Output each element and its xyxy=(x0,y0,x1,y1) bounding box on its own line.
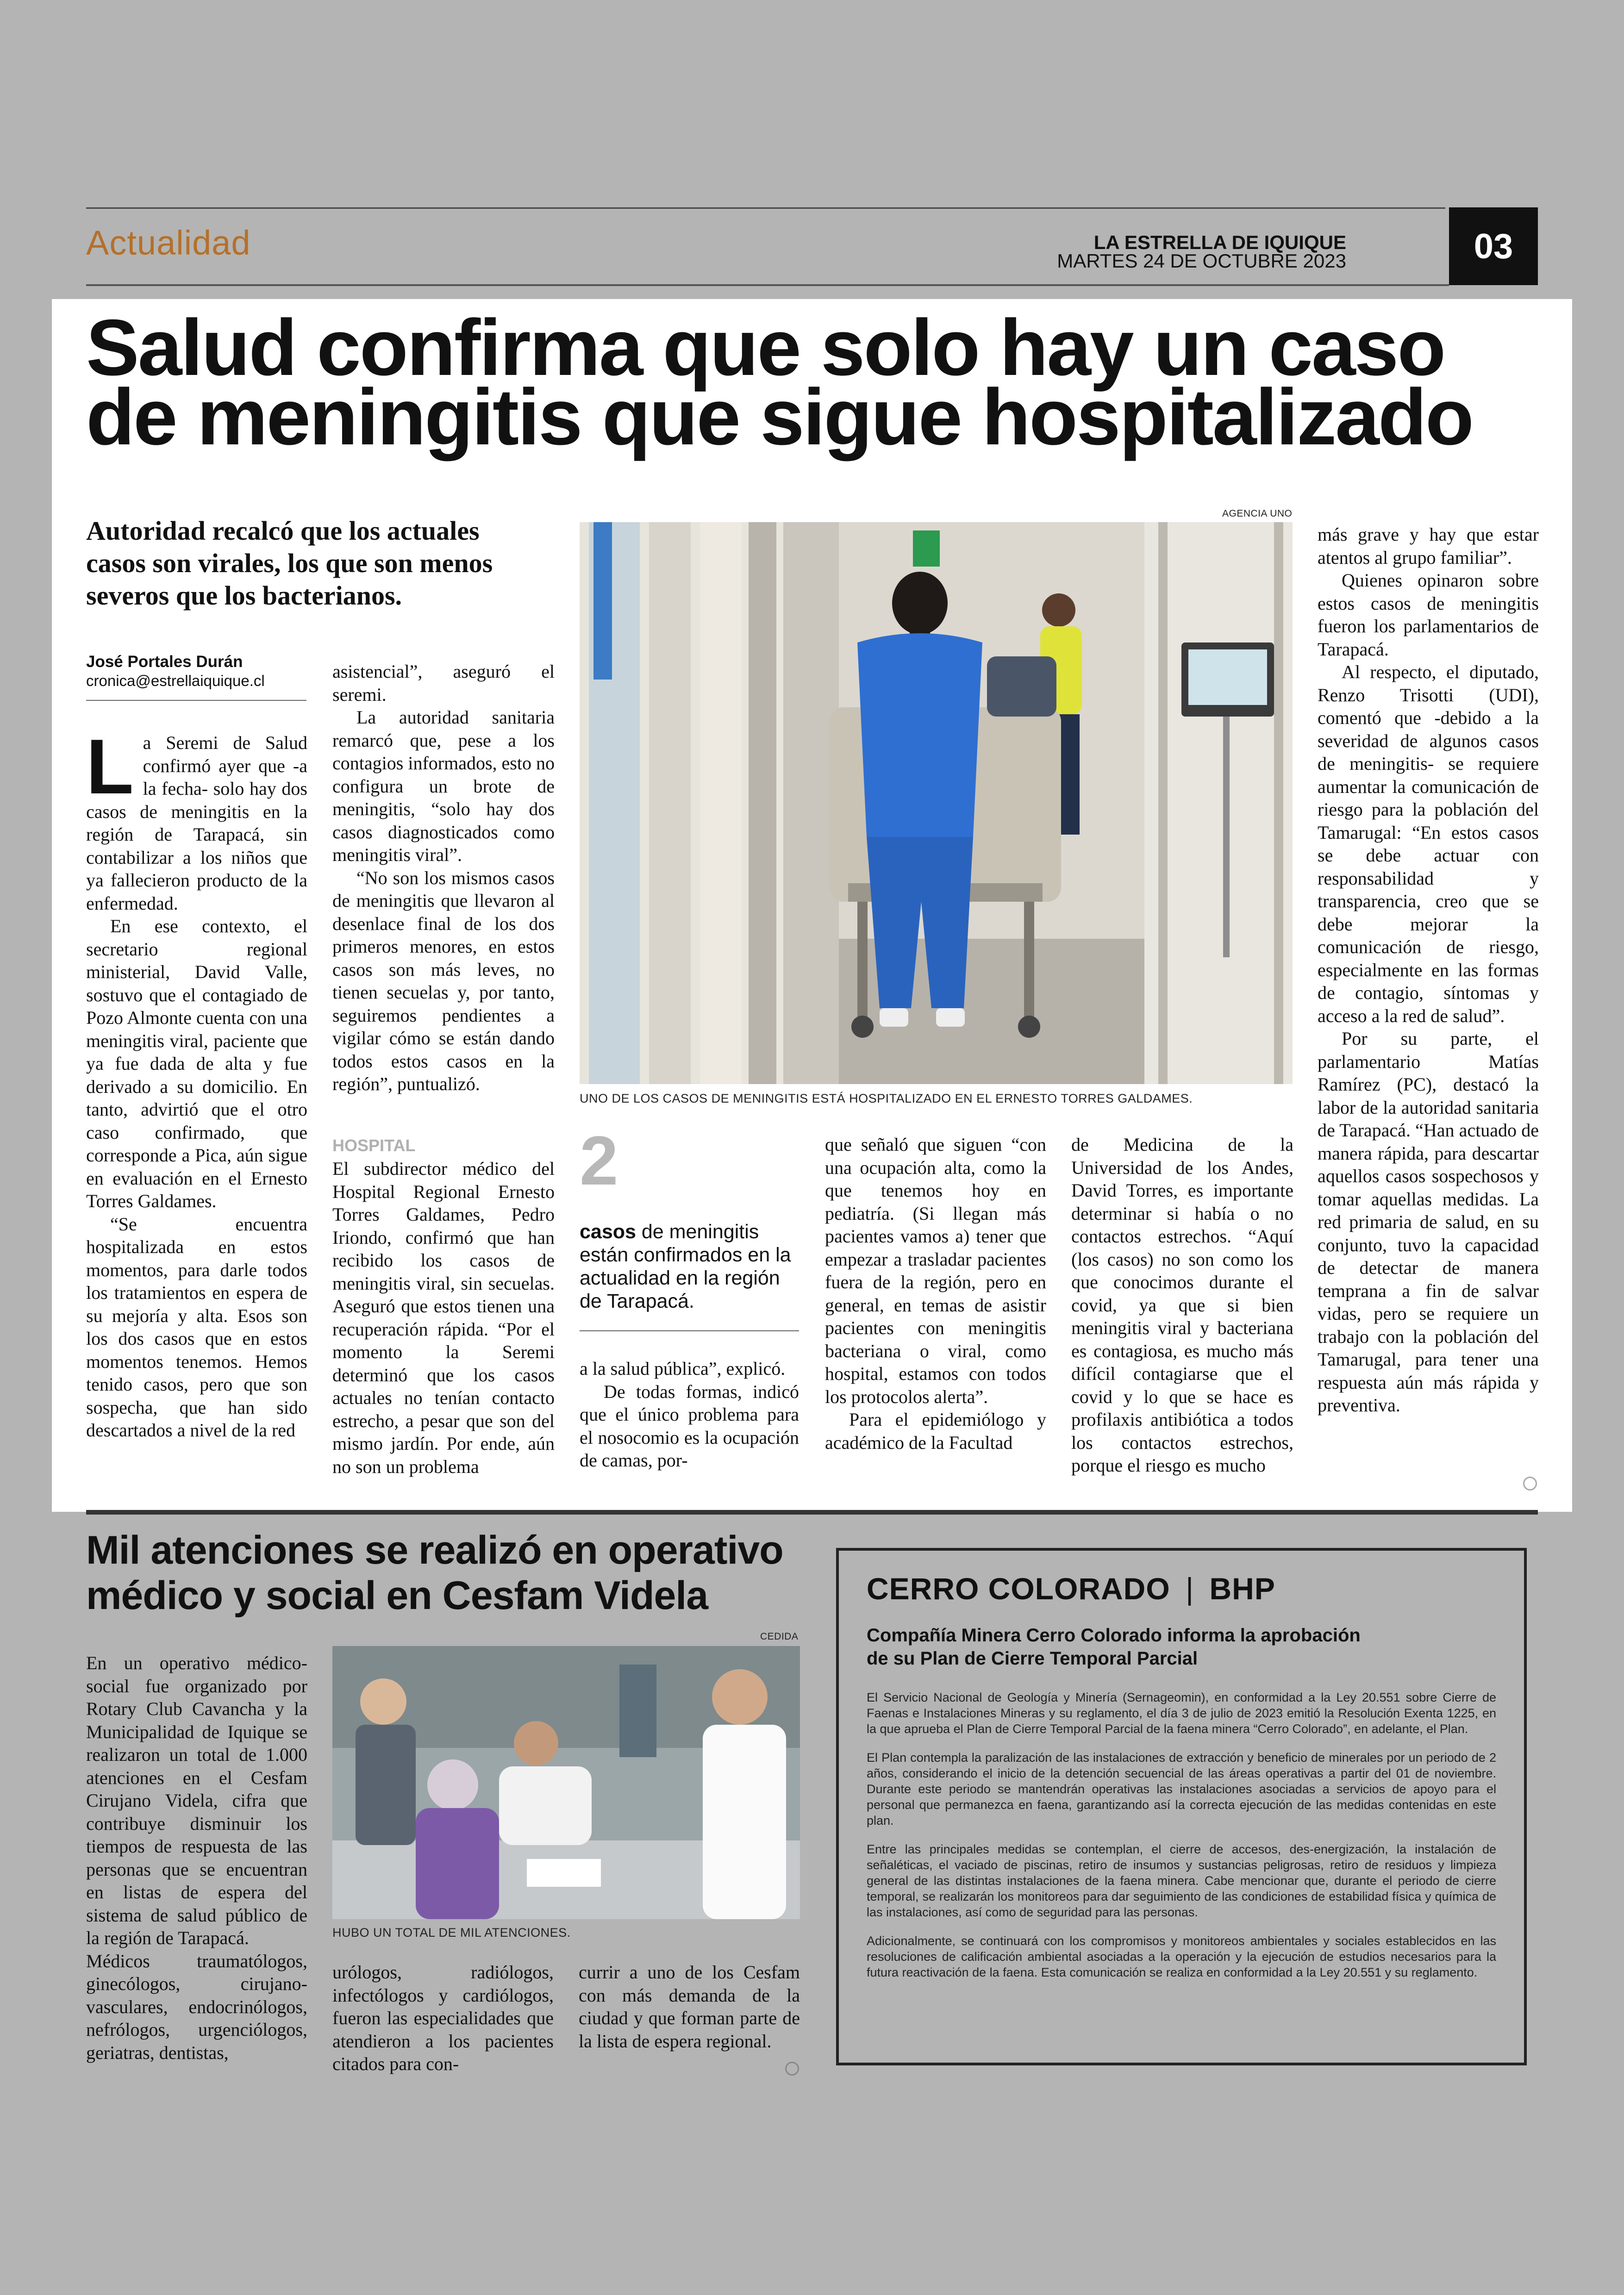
author-email: cronica@estrellaiquique.cl xyxy=(86,672,265,689)
main-article-bottom-rule xyxy=(86,1510,1538,1515)
hospital-subheading: HOSPITAL xyxy=(332,1136,416,1155)
ad-brand2: BHP xyxy=(1209,1572,1275,1606)
end-of-article-mark xyxy=(1523,1477,1537,1491)
ad-paragraph-4: Adicionalmente, se continuará con los compromisos y monitoreos ambientales y sociales establecidos en las resoluciones de calificación ambiental asociadas a la operación y la ejecución de estudios necesarios para la futura reactivación de la faena. Esta comunicación se realiza en conformidad a la Ley 20.551 y su reglamento. xyxy=(867,1934,1496,1979)
main-column-5 xyxy=(1071,1133,1293,1477)
ad-title-line1: Compañía Minera Cerro Colorado informa la aprobación xyxy=(867,1625,1361,1646)
second-column-1 xyxy=(86,1652,307,2064)
main-headline-line2: de meningitis que sigue hospitalizado xyxy=(86,373,1473,461)
page-number: 03 xyxy=(1449,207,1538,285)
second-col1-para2: Médicos traumatólogos, ginecólogos, cirujano-vasculares, endocrinólogos, nefrólogos, urgenciólogos, geriatras, dentistas, xyxy=(86,1950,307,2063)
second-photo xyxy=(332,1646,800,1919)
main-col1-para3: “Se encuentra hospitalizada en estos momentos, para darle todos los tratamientos en espera de su mejoría y alta. Esos son los dos casos que en estos momentos tenemos. Hemos tenido casos, pero que son sospecha, que han sido descartados a nivel de la red xyxy=(86,1213,307,1441)
callout-rule xyxy=(580,1330,799,1331)
main-col6-para1: más grave y hay que estar atentos al grupo familiar”. xyxy=(1318,524,1539,568)
hospital-corridor-illustration xyxy=(580,522,1293,1084)
second-end-of-article-mark xyxy=(785,2062,799,2076)
main-col4-para1: que señaló que siguen “con una ocupación alta, como la que tenemos hoy en pediatría. (Si llegan más pacientes vamos a) tener que empezar a trasladar pacientes fuera de la región, pero en general, en temas de asistir pacientes con meningitis bacteriana o viral, como hospital, estamos con todos los protocolos alerta”. xyxy=(825,1134,1046,1407)
header-top-rule xyxy=(86,207,1445,209)
main-col2-para1: asistencial”, aseguró el seremi. xyxy=(332,661,555,705)
main-headline xyxy=(86,303,1473,461)
main-col1-para1: a Seremi de Salud confirmó ayer que -a la fecha- solo hay dos casos de meningitis en la región de Tarapacá, sin contabilizar a los niños que ya fallecieron producto de la enfermedad. xyxy=(86,732,307,914)
second-headline xyxy=(86,1528,783,1618)
second-headline-line1: Mil atenciones se realizó en operativo xyxy=(86,1528,783,1572)
second-column-3 xyxy=(579,1961,800,2052)
ad-brand-separator: | xyxy=(1186,1572,1194,1606)
section-label: Actualidad xyxy=(86,224,251,262)
ad-body xyxy=(867,1690,1496,1980)
main-col4-para2: Para el epidemiólogo y académico de la Facultad xyxy=(825,1409,1046,1453)
second-col2-para1: urólogos, radiólogos, infectólogos y cardiólogos, fueron las especialidades que atendieron a los pacientes citados para con- xyxy=(332,1962,554,2074)
second-headline-line2: médico y social en Cesfam Videla xyxy=(86,1573,708,1618)
main-column-2b xyxy=(332,1157,555,1478)
medical-operation-illustration xyxy=(332,1646,800,1919)
main-headline-line1: Salud confirma que solo hay un caso xyxy=(86,303,1445,392)
callout-text xyxy=(580,1220,799,1313)
main-col6-para2: Quienes opinaron sobre estos casos de meningitis fueron los parlamentarios de Tarapacá. xyxy=(1318,570,1539,660)
main-column-4 xyxy=(825,1133,1046,1454)
second-col3-para1: currir a uno de los Cesfam con más demanda de la ciudad y que forman parte de la lista de espera regional. xyxy=(579,1962,800,2052)
ad-brand: CERRO COLORADO xyxy=(867,1572,1170,1606)
author-name: José Portales Durán xyxy=(86,653,243,671)
ad-title xyxy=(867,1624,1496,1670)
callout-rest: de meningitis están confirmados en la actualidad en la región de Tarapacá. xyxy=(580,1221,791,1312)
second-column-2 xyxy=(332,1961,554,2076)
ad-title-line2: de su Plan de Cierre Temporal Parcial xyxy=(867,1648,1198,1669)
ad-paragraph-2: El Plan contempla la paralización de las instalaciones de extracción y beneficio de minerales por un periodo de 2 años, considerando el inicio de la detención secuencial de las áreas operativas a partir del 01 de noviembre. Durante este periodo se mantendrán operativas las instalaciones asociadas a servicios de apoyo para el personal que permanezca en faena, garantizando así la correcta ejecución de las medidas contenidas en este plan. xyxy=(867,1751,1496,1827)
newspaper-name: LA ESTRELLA DE IQUIQUE xyxy=(1093,231,1346,253)
main-column-1 xyxy=(86,723,307,1442)
main-col2b-para1: El subdirector médico del Hospital Regional Ernesto Torres Galdames, Pedro Iriondo, confirmó que han recibido los casos de meningitis viral, sin secuelas. Aseguró que estos tienen una recuperación rápida. “Por el momento la Seremi determinó que los casos actuales no tenían contacto estrecho, a pesar que son del mismo jardín. Por ende, aún no son un problema xyxy=(332,1158,555,1477)
second-photo-caption: HUBO UN TOTAL DE MIL ATENCIONES. xyxy=(332,1926,571,1940)
main-col6-para4: Por su parte, el parlamentario Matías Ramírez (PC), destacó la labor de la autoridad sanitaria de Tarapacá. “Han actuado de manera rápida, para descartar aquellos casos sospechosos y tomar aquellas medidas. La red primaria de salud, en su conjunto, tuvo la capacidad de detectar de manera temprana a fin de salvar vidas, pero se requiere un trabajo con la población del Tamarugal, para tener una respuesta aún más rápida y preventiva. xyxy=(1318,1028,1539,1416)
callout-bold: casos xyxy=(580,1221,636,1243)
main-subhead: Autoridad recalcó que los actuales casos son virales, los que son menos severos que los bacterianos. xyxy=(86,516,493,611)
main-photo xyxy=(580,522,1293,1084)
main-column-2 xyxy=(332,660,555,1096)
advertisement-box xyxy=(836,1548,1527,2065)
second-photo-credit: CEDIDA xyxy=(760,1631,799,1642)
main-photo-credit: AGENCIA UNO xyxy=(1222,508,1293,519)
main-column-3 xyxy=(580,1357,799,1472)
main-col3-para2: De todas formas, indicó que el único problema para el nosocomio es la ocupación de camas, por- xyxy=(580,1381,799,1471)
callout-number: 2 xyxy=(580,1122,618,1199)
ad-paragraph-1: El Servicio Nacional de Geología y Minería (Sernageomin), en conformidad a la Ley 20.551 sobre Cierre de Faenas e Instalaciones Mineras y su reglamento, el día 3 de julio de 2023 emitió la Resolución Exenta 1225, en la que aprueba el Plan de Cierre Temporal Parcial de la faena minera “Cerro Colorado”, en adelante, el Plan. xyxy=(867,1690,1496,1736)
second-col1-para1: En un operativo médico-social fue organizado por Rotary Club Cavancha y la Municipalidad de Iquique se realizaron un total de 1.000 atenciones en el Cesfam Cirujano Videla, cifra que contribuye disminuir los tiempos de respuesta de las personas que se encuentran en listas de espera del sistema de salud público de la región de Tarapacá. xyxy=(86,1653,307,1948)
main-col1-para2: En ese contexto, el secretario regional ministerial, David Valle, sostuvo que el contagiado de Pozo Almonte cuenta con una meningitis viral, paciente que ya fue dada de alta y fue derivado a su domicilio. En tanto, advirtió que el otro caso confirmado, que corresponde a Pica, aún sigue en evaluación en el Ernesto Torres Galdames. xyxy=(86,916,307,1211)
main-col3-para1: a la salud pública”, explicó. xyxy=(580,1358,786,1379)
main-col5-para1: de Medicina de la Universidad de los Andes, David Torres, es importante determinar si había o no contactos estrechos. “Aquí (los casos) no son como los que conocimos durante el covid, ya que si bien meningitis viral y bacteriana es contagiosa, es mucho más difícil contagiarse que el covid y lo que se hace es profilaxis antibiótica a todos los contactos estrechos, porque el riesgo es mucho xyxy=(1071,1134,1293,1476)
ad-brand-row xyxy=(867,1571,1496,1606)
ad-paragraph-3: Entre las principales medidas se contemplan, el cierre de accesos, des-energización, la instalación de señaléticas, el vaciado de piscinas, retiro de insumos y sustancias peligrosas, retiro de residuos y limpieza general de las distintas instalaciones de la faena minera. Cabe mencionar que, durante el periodo de cierre temporal, se realizarán los monitoreos para dar seguimiento de las condiciones de estabilidad física y química de las instalaciones, así como de seguridad para las personas. xyxy=(867,1842,1496,1919)
header-bottom-rule xyxy=(86,284,1449,286)
main-column-6 xyxy=(1318,523,1539,1417)
main-col2-para3: “No son los mismos casos de meningitis que llevaron al desenlace final de los dos primeros menores, en estos casos son más leves, no tienen secuelas y, por tanto, seguiremos pendientes a vigilar cómo se están dando todos estos casos en la región”, puntualizó. xyxy=(332,867,555,1094)
author-rule xyxy=(86,700,306,701)
main-col2-para2: La autoridad sanitaria remarcó que, pese a los contagios informados, esto no configura un brote de meningitis, “solo hay dos casos diagnosticados como meningitis viral”. xyxy=(332,707,555,865)
dropcap: L xyxy=(86,723,134,810)
issue-date: MARTES 24 DE OCTUBRE 2023 xyxy=(1057,250,1346,272)
main-col6-para3: Al respecto, el diputado, Renzo Trisotti (UDI), comentó que -debido a la severidad de algunos casos de meningitis- se requiere aumentar la comunicación de riesgo para la población del Tamarugal: “En estos casos se debe actuar con responsabilidad y transparencia, creo que se debe mejorar la comunicación de riesgo, especialmente en las formas de contagio, síntomas y acceso a la red de salud”. xyxy=(1318,661,1539,1026)
main-photo-caption: UNO DE LOS CASOS DE MENINGITIS ESTÁ HOSPITALIZADO EN EL ERNESTO TORRES GALDAMES. xyxy=(580,1091,1193,1105)
